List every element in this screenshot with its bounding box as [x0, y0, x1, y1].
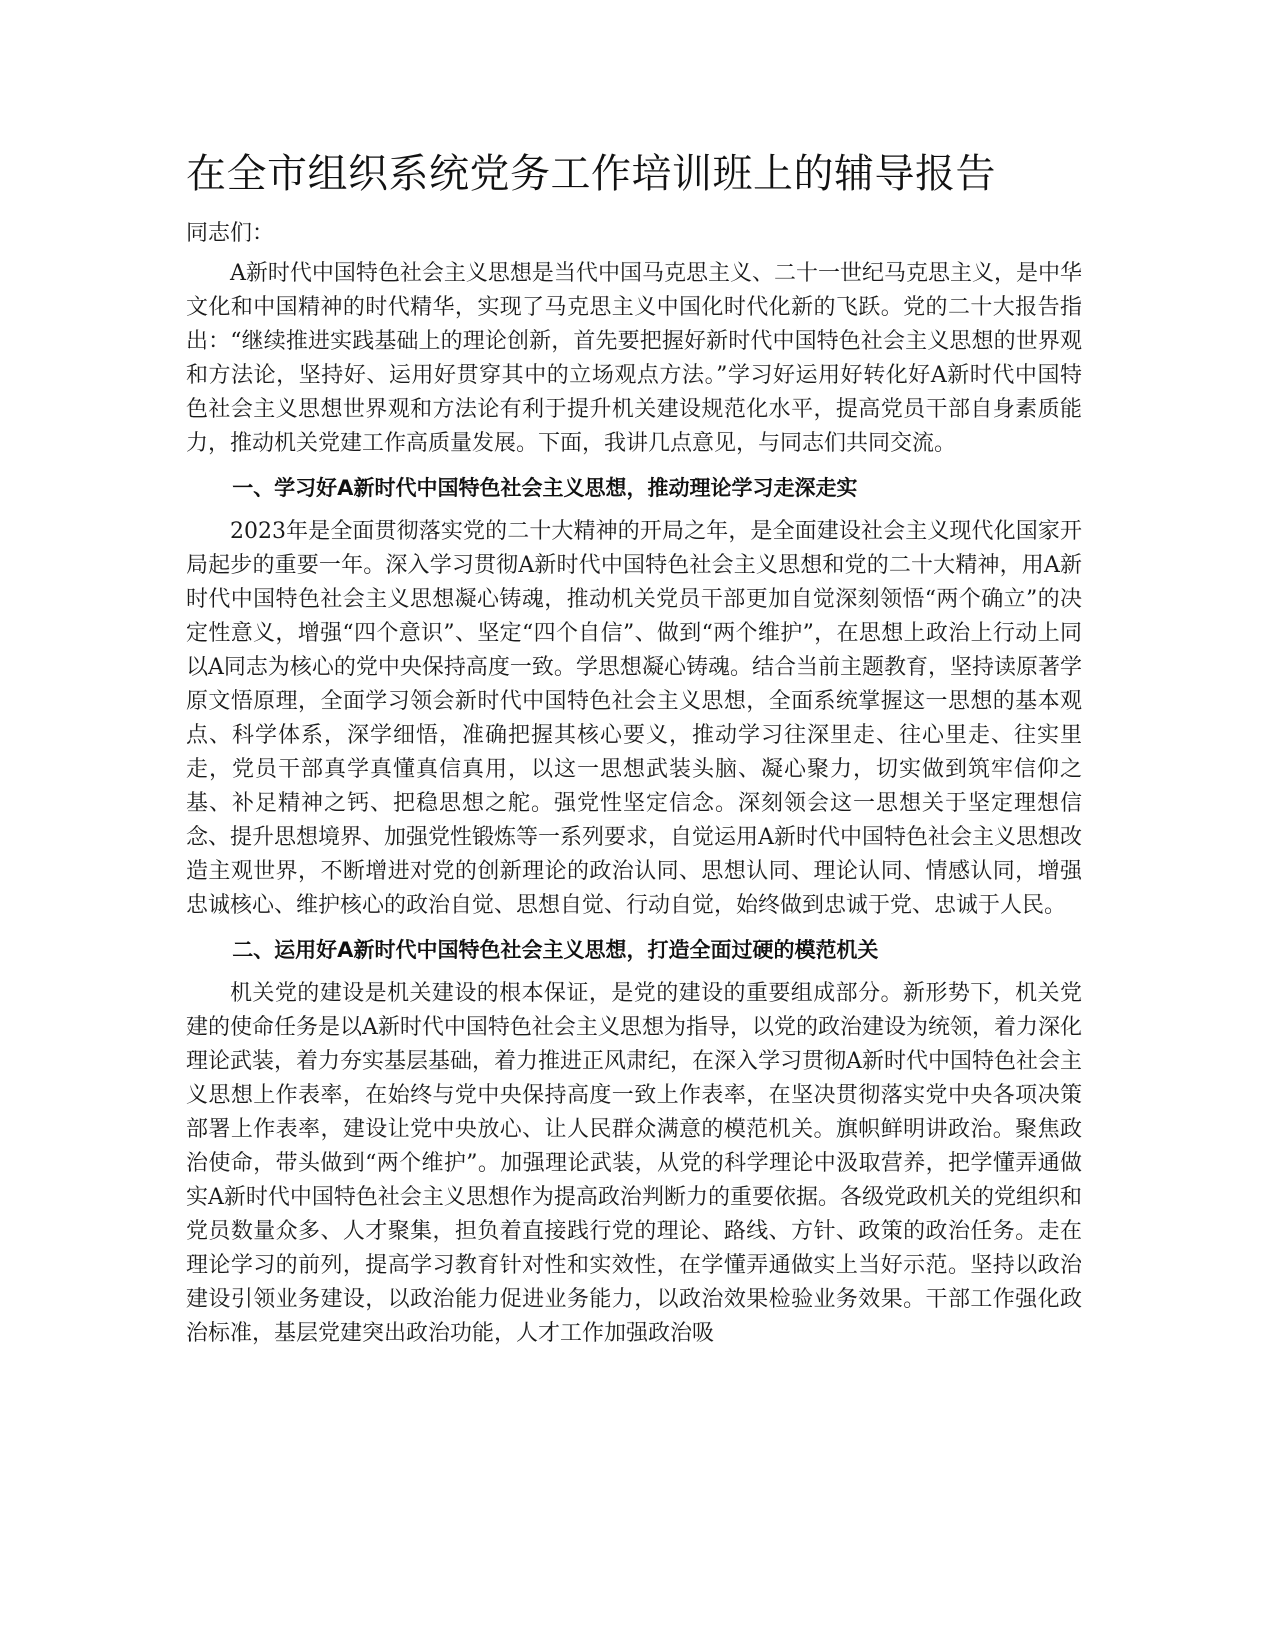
document-title: 在全市组织系统党务工作培训班上的辅导报告 — [186, 151, 996, 197]
section-paragraph: 机关党的建设是机关建设的根本保证，是党的建设的重要组成部分。新形势下，机关党建的使命任务是以A新时代中国特色社会主义思想为指导，以党的政治建设为统领，着力深化理论武装，着力夯实基层基础，着力推进正风肃纪，在深入学习贯彻A新时代中国特色社会主义思想上作表率，在始终与党中央保持高度一致上作表率，在坚决贯彻落实党中央各项决策部署上作表率，建设让党中央放心、让人民群众满意的模范机关。旗帜鲜明讲政治。聚焦政治使命，带头做到“两个维护”。加强理论武装，从党的科学理论中汲取营养，把学懂弄通做实A新时代中国特色社会主义思想作为提高政治判断力的重要依据。各级党政机关的党组织和党员数量众多、人才聚集，担负着直接践行党的理论、路线、方针、政策的政治任务。走在理论学习的前列，提高学习教育针对性和实效性，在学懂弄通做实上当好示范。坚持以政治建设引领业务建设，以政治能力促进业务能力，以政治效果检验业务效果。干部工作强化政治标准，基层党建突出政治功能，人才工作加强政治吸 — [186, 981, 1082, 1346]
document-body — [186, 145, 1082, 1357]
intro-paragraph: A新时代中国特色社会主义思想是当代中国马克思主义、二十一世纪马克思主义，是中华文化和中国精神的时代精华，实现了马克思主义中国化时代化新的飞跃。党的二十大报告指出：“继续推进实践基础上的理论创新，首先要把握好新时代中国特色社会主义思想的世界观和方法论，坚持好、运用好贯穿其中的立场观点方法。”学习好运用好转化好A新时代中国特色社会主义思想世界观和方法论有利于提升机关建设规范化水平，提高党员干部自身素质能力，推动机关党建工作高质量发展。下面，我讲几点意见，与同志们共同交流。 — [186, 261, 1082, 456]
section-1 — [186, 471, 1082, 923]
section-paragraph: 2023年是全面贯彻落实党的二十大精神的开局之年，是全面建设社会主义现代化国家开局起步的重要一年。深入学习贯彻A新时代中国特色社会主义思想和党的二十大精神，用A新时代中国特色社会主义思想凝心铸魂，推动机关党员干部更加自觉深刻领悟“两个确立”的决定性意义，增强“四个意识”、坚定“四个自信”、做到“两个维护”，在思想上政治上行动上同以A同志为核心的党中央保持高度一致。学思想凝心铸魂。结合当前主题教育，坚持读原著学原文悟原理，全面学习领会新时代中国特色社会主义思想，全面系统掌握这一思想的基本观点、科学体系，深学细悟，准确把握其核心要义，推动学习往深里走、往心里走、往实里走，党员干部真学真懂真信真用，以这一思想武装头脑、凝心聚力，切实做到筑牢信仰之基、补足精神之钙、把稳思想之舵。强党性坚定信念。深刻领会这一思想关于坚定理想信念、提升思想境界、加强党性锻炼等一系列要求，自觉运用A新时代中国特色社会主义思想改造主观世界，不断增进对党的创新理论的政治认同、思想认同、理论认同、情感认同，增强忠诚核心、维护核心的政治自觉、思想自觉、行动自觉，始终做到忠诚于党、忠诚于人民。 — [186, 519, 1082, 918]
section-2 — [186, 933, 1082, 1351]
salutation: 同志们： — [186, 221, 275, 246]
section-heading: 一、学习好A新时代中国特色社会主义思想，推动理论学习走深走实 — [232, 476, 858, 500]
section-heading: 二、运用好A新时代中国特色社会主义思想，打造全面过硬的模范机关 — [232, 938, 879, 962]
